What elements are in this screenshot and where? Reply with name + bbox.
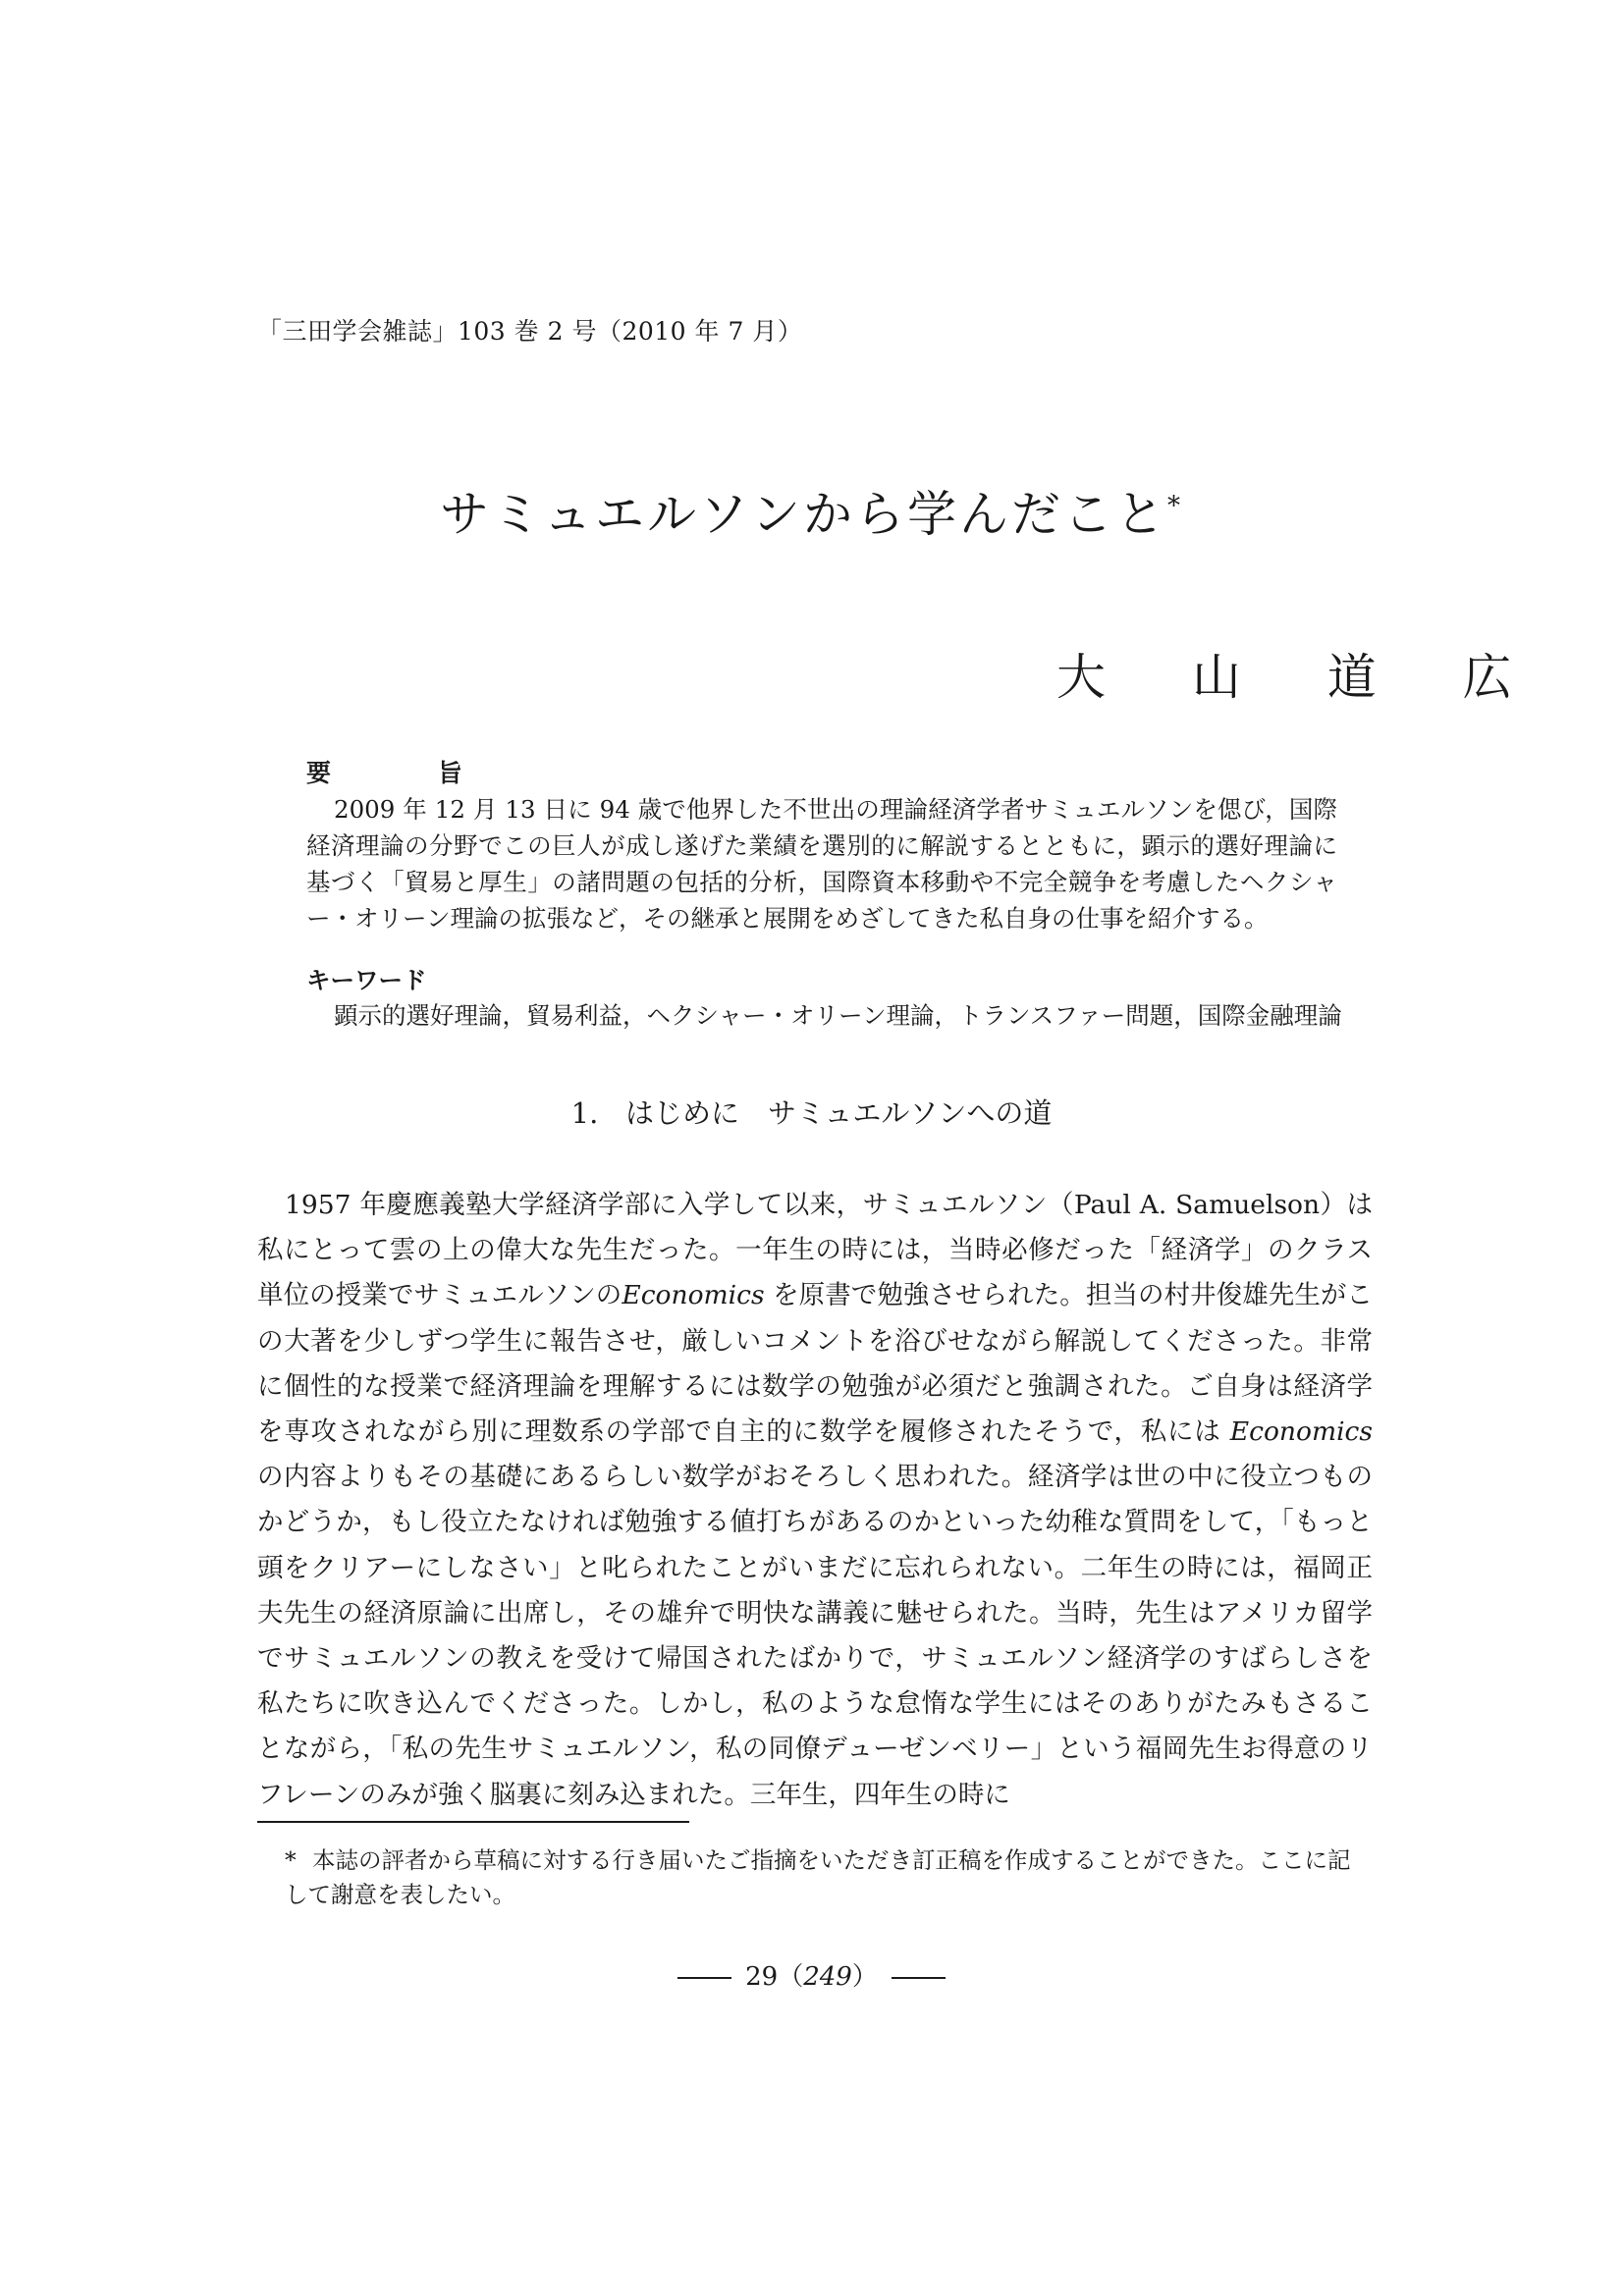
body-text-1: 1957 年慶應義塾大学経済学部に入学して以来，サミュエルソン（Paul A. Samuelson）は私にとって雲の上の偉大な先生だった。一年生の時には，当時必修だった「経済学」のクラス単位の授業でサミュエルソンの xyxy=(257,1190,1373,1311)
page-number-dash-right xyxy=(892,1977,946,1979)
section-number: 1. xyxy=(570,1096,599,1130)
journal-citation: 「三田学会雑誌」103 巻 2 号（2010 年 7 月） xyxy=(257,317,803,346)
section-heading xyxy=(0,1092,1623,1132)
page-number-dash-left xyxy=(677,1977,731,1979)
body-text-2: を原書で勉強させられた。担当の村井俊雄先生がこの大著を少しずつ学生に報告させ，厳しいコメントを浴びせながら解説してくださった。非常に個性的な授業で経済理論を理解するには数学の勉強が必須だと強調された。ご自身は経済学を専攻されながら別に理数系の学部で自主的に数学を履修されたそうで，私には xyxy=(257,1280,1373,1448)
footnote xyxy=(285,1843,1373,1912)
book-title-economics: Economics xyxy=(622,1280,765,1311)
footnote-text: 本誌の評者から草稿に対する行き届いたご指摘をいただき訂正稿を作成することができた。ここに記して謝意を表したい。 xyxy=(285,1846,1351,1908)
keywords-heading: キーワード xyxy=(306,966,427,994)
page-number: 29（249） xyxy=(0,1956,1623,1993)
keywords-list: 顕示的選好理論，貿易利益，ヘクシャー・オリーン理論，トランスファー問題，国際金融理論 xyxy=(334,1001,1342,1030)
abstract-body: 2009 年 12 月 13 日に 94 歳で他界した不世出の理論経済学者サミュエルソンを偲び，国際経済理論の分野でこの巨人が成し遂げた業績を選別的に解説するとともに，顕示的選好理論に基づく「貿易と厚生」の諸問題の包括的分析，国際資本移動や不完全競争を考慮したヘクシャー・オリーン理論の拡張など，その継承と展開をめざしてきた私自身の仕事を紹介する。 xyxy=(306,795,1337,933)
title-text: サミュエルソンから学んだこと xyxy=(440,486,1167,543)
page-number-current: 29 xyxy=(745,1962,779,1992)
article-title xyxy=(0,475,1623,546)
footnote-mark: * xyxy=(285,1846,297,1874)
body-paragraph xyxy=(257,1183,1373,1818)
book-title-economics-2: Economics xyxy=(1229,1416,1373,1448)
page-number-volume: 249 xyxy=(803,1962,852,1992)
title-footnote-mark[interactable]: * xyxy=(1167,491,1183,521)
author-name: 大 山 道 広 xyxy=(1056,649,1547,706)
abstract-heading: 要 旨 xyxy=(306,759,512,787)
footnote-divider xyxy=(257,1821,689,1823)
section-title: はじめに サミュエルソンへの道 xyxy=(624,1096,1053,1130)
body-text-3: の内容よりもその基礎にあるらしい数学がおそろしく思われた。経済学は世の中に役立つものかどうか，もし役立たなければ勉強する値打ちがあるのかといった幼稚な質問をして，「もっと頭をクリアーにしなさい」と叱られたことがいまだに忘れられない。二年生の時には，福岡正夫先生の経済原論に出席し，その雄弁で明快な講義に魅せられた。当時，先生はアメリカ留学でサミュエルソンの教えを受けて帰国されたばかりで，サミュエルソン経済学のすばらしさを私たちに吹き込んでくださった。しかし，私のような怠惰な学生にはそのありがたみもさることながら，「私の先生サミュエルソン，私の同僚デューゼンベリー」という福岡先生お得意のリフレーンのみが強く脳裏に刻み込まれた。三年生，四年生の時に xyxy=(257,1462,1373,1810)
